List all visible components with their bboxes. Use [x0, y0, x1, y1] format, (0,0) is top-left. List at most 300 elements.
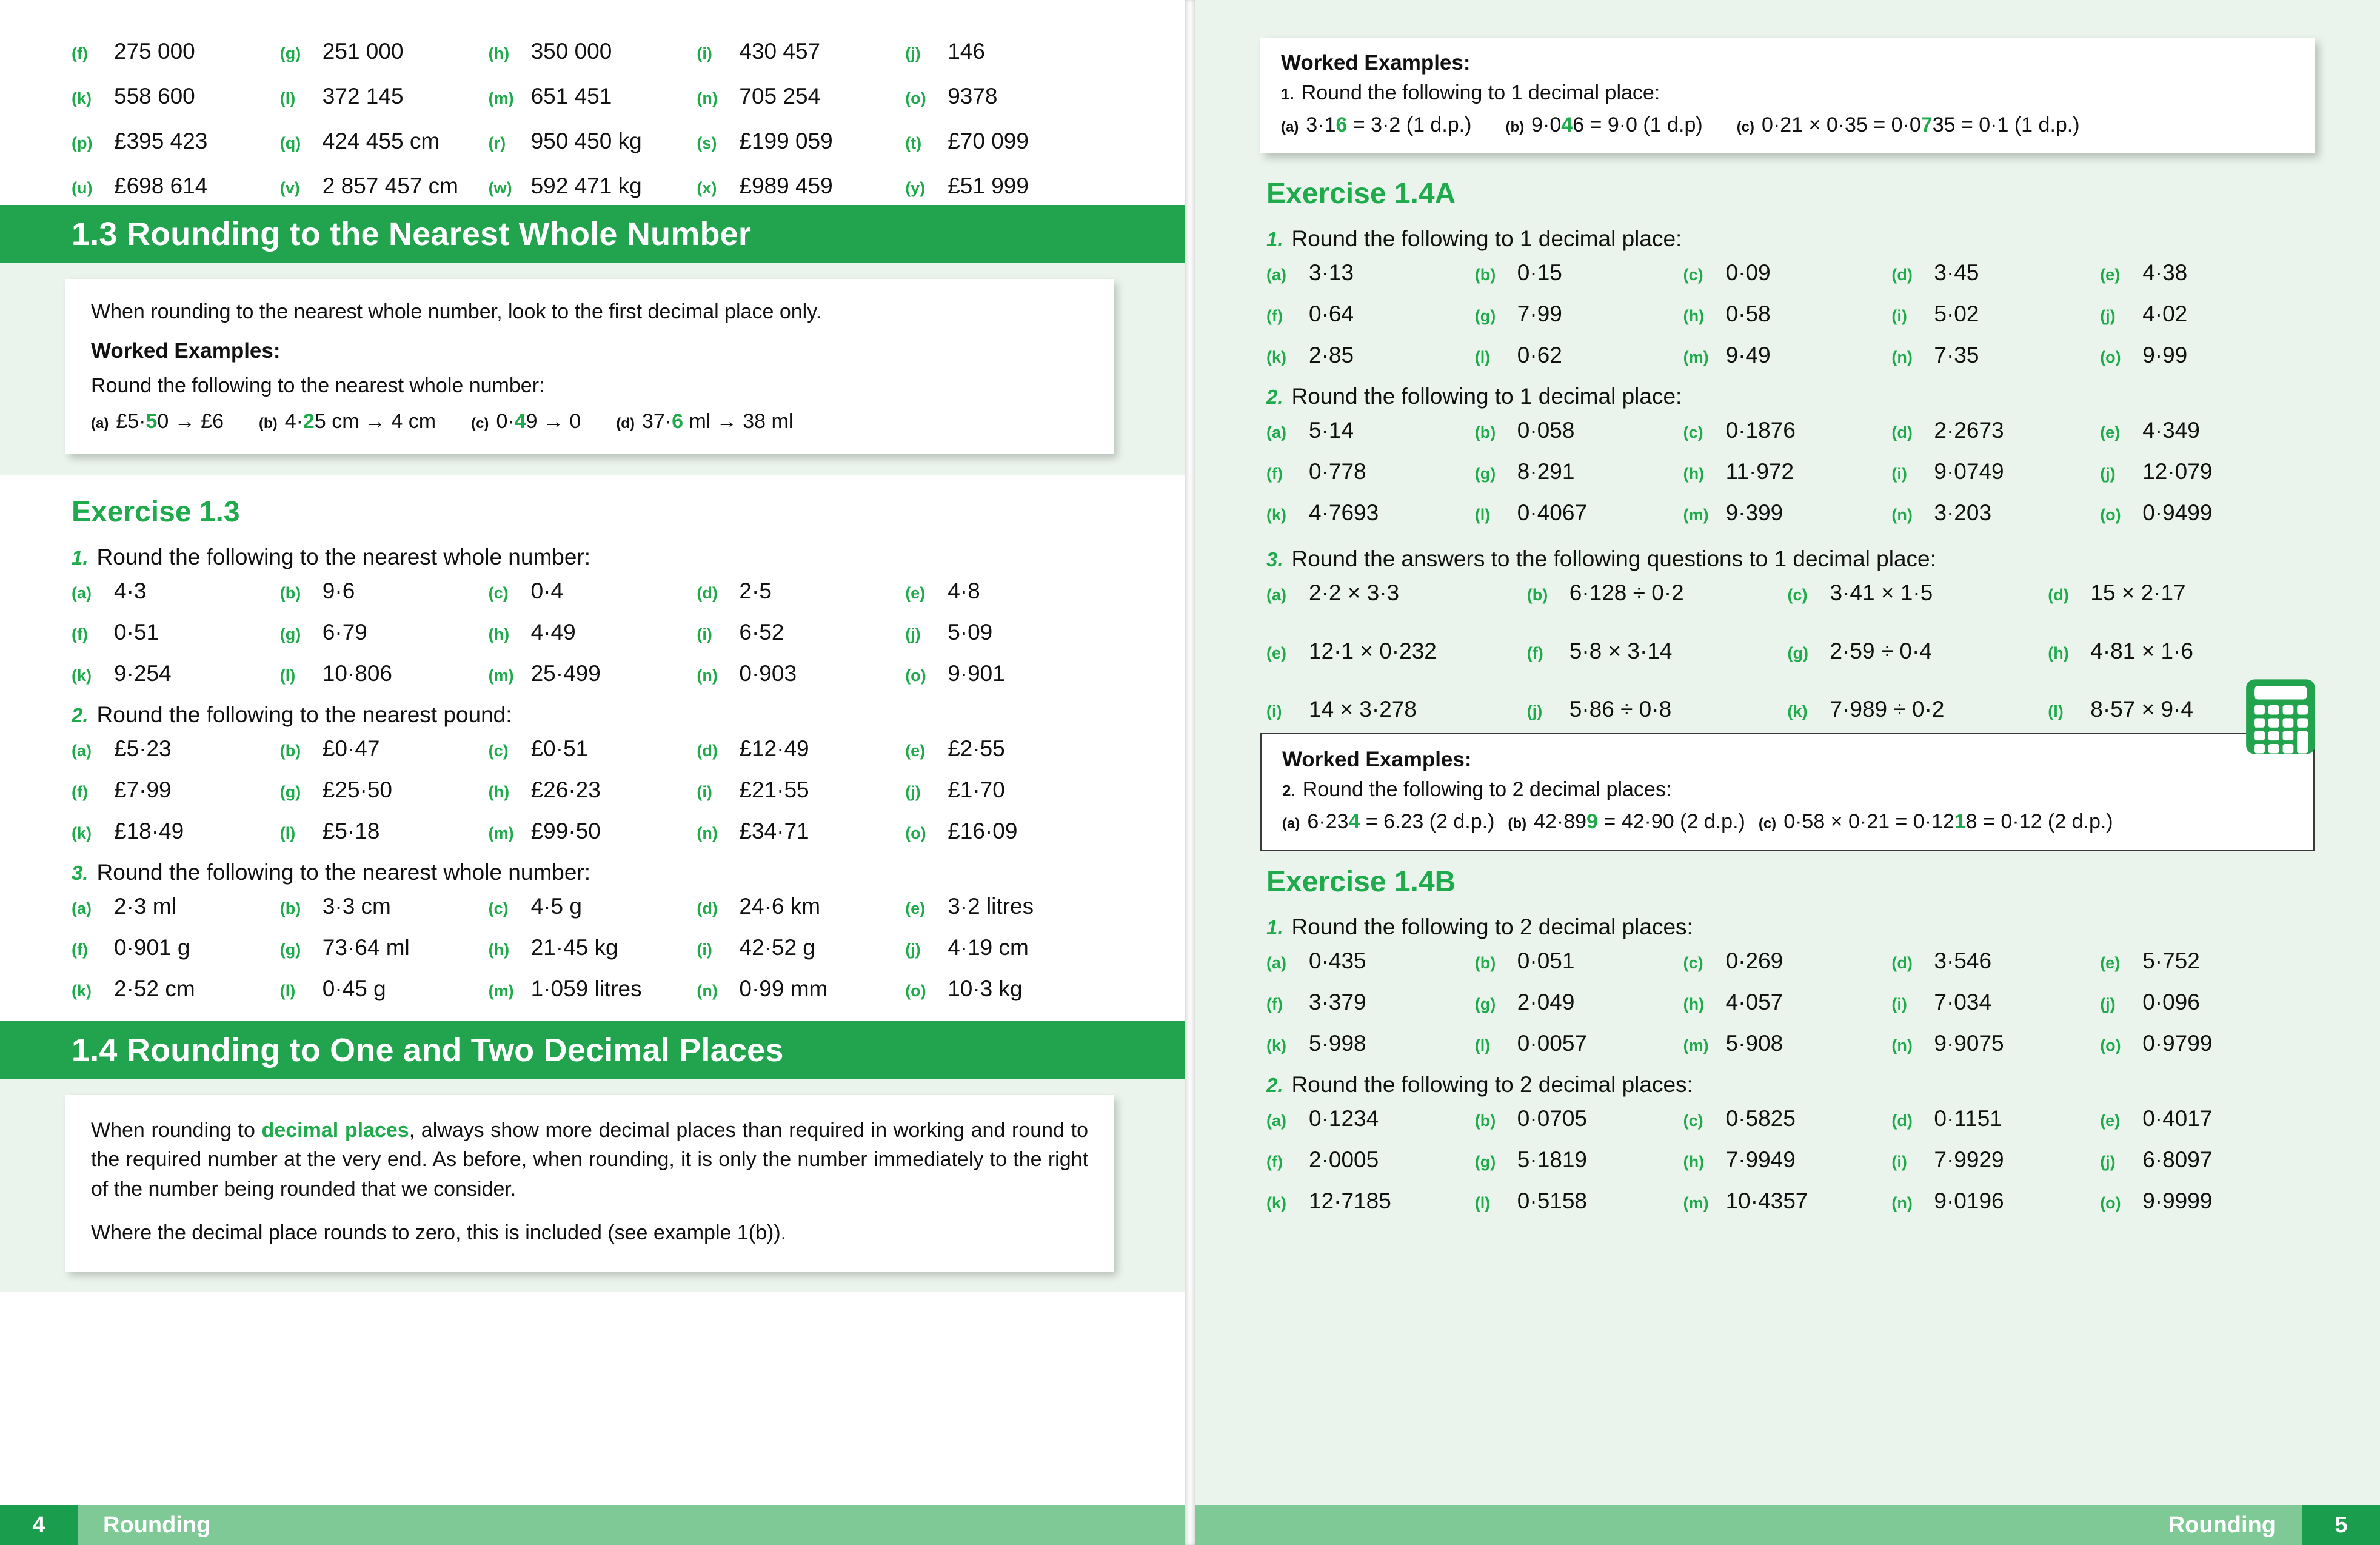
item-label: (b) — [279, 899, 301, 918]
item-label: (i) — [1266, 702, 1282, 720]
item-label: (f) — [72, 625, 88, 644]
item-label: (d) — [697, 742, 718, 760]
item-value: 372 145 — [322, 84, 404, 109]
item-label: (x) — [697, 179, 717, 197]
item-value: 0·096 — [2142, 990, 2200, 1014]
item-label: (k) — [72, 824, 92, 843]
answer-item — [1266, 260, 1475, 286]
item-value: 15 × 2·17 — [2090, 580, 2186, 605]
answer-item — [1266, 580, 1527, 606]
answer-item — [697, 84, 905, 109]
answer-item — [1683, 500, 1892, 526]
item-label: (c) — [1758, 816, 1777, 832]
worked-example-item — [1282, 810, 1494, 834]
answer-item — [1891, 990, 2100, 1015]
item-label: (k) — [1787, 702, 1808, 720]
item-label: (i) — [1891, 995, 1907, 1013]
item-value: 9·0749 — [1934, 459, 2004, 484]
answer-item — [905, 620, 1114, 645]
answer-item — [1683, 948, 1892, 974]
item-value: 0·15 — [1517, 260, 1562, 285]
answer-item — [72, 129, 280, 154]
item-value: 4·8 — [948, 578, 980, 604]
item-label: (o) — [905, 982, 926, 1000]
item-label: (h) — [488, 783, 510, 802]
worked-example-item — [1759, 810, 2113, 834]
worked-examples-heading: Worked Examples: — [1282, 748, 1472, 771]
question-prompt — [1266, 1072, 2308, 1098]
item-label: (n) — [697, 982, 718, 1000]
item-value: £199 059 — [739, 129, 833, 153]
item-label: (o) — [2100, 1036, 2121, 1054]
item-label: (g) — [1474, 995, 1496, 1013]
item-label: (l) — [1474, 1194, 1491, 1212]
item-label: (g) — [1787, 644, 1808, 662]
answer-item — [905, 129, 1114, 154]
item-value: 0·5825 — [1725, 1106, 1796, 1131]
answer-item — [2100, 1106, 2308, 1131]
item-value: 3·13 — [1309, 260, 1354, 285]
highlighted-digit: 6 — [1335, 113, 1348, 136]
answer-item — [1266, 1188, 1475, 1214]
answer-item — [72, 84, 280, 109]
item-label: (b) — [259, 415, 278, 432]
section-header-1-3 — [0, 205, 1185, 263]
item-label: (c) — [488, 899, 509, 918]
item-value: 3·3 cm — [322, 894, 391, 919]
answer-item — [72, 39, 280, 64]
item-label: (k) — [72, 666, 92, 685]
item-label: (l) — [1474, 348, 1491, 366]
item-expression: 3·16 = 3·2 (1 d.p.) — [1306, 113, 1472, 136]
question-prompt — [1266, 546, 2308, 572]
item-value: 0·903 — [739, 661, 797, 686]
item-value: £99·50 — [530, 819, 601, 844]
item-value: 0·62 — [1517, 343, 1562, 367]
item-label: (q) — [279, 134, 301, 152]
item-expression: 4·25 cm → 4 cm — [284, 410, 436, 434]
item-label: (g) — [279, 625, 301, 644]
item-label: (l) — [2048, 702, 2064, 720]
item-label: (j) — [2100, 1153, 2116, 1171]
worked-example-item — [616, 410, 793, 434]
item-value: £12·49 — [739, 736, 809, 762]
answer-item — [2100, 260, 2308, 286]
item-label: (p) — [72, 134, 93, 152]
question-text: Round the following to 2 decimal places: — [1291, 914, 1693, 939]
item-label: (j) — [2100, 995, 2116, 1013]
page-number: 5 — [2302, 1505, 2380, 1545]
item-value: 6·52 — [739, 620, 784, 645]
answer-item — [1527, 638, 1788, 664]
item-value: 5·09 — [948, 620, 993, 645]
item-label: (g) — [279, 940, 301, 959]
answer-item — [280, 84, 489, 109]
answer-item — [1891, 260, 2100, 286]
item-value: £51 999 — [948, 173, 1029, 198]
section-title: 1.4 Rounding to One and Two Decimal Places — [72, 1032, 784, 1069]
item-value: 5·8 × 3·14 — [1569, 638, 1673, 663]
item-label: (b) — [1526, 586, 1548, 604]
question-text: Round the following to 1 decimal place: — [1291, 384, 1682, 409]
answer-item — [72, 976, 280, 1002]
item-label: (c) — [1683, 266, 1703, 284]
footer-chapter-label: Rounding — [2168, 1512, 2276, 1538]
item-value: 0·5158 — [1517, 1188, 1588, 1213]
item-value: 0·45 g — [322, 976, 386, 1002]
answer-item — [1266, 1031, 1475, 1056]
item-expression: 6·234 = 6.23 (2 d.p.) — [1307, 810, 1495, 833]
highlighted-digit: 6 — [672, 410, 684, 434]
worked-example-item — [1281, 113, 1471, 137]
exercise-1-3-title: Exercise 1.3 — [72, 496, 240, 529]
item-value: 7·99 — [1517, 301, 1562, 326]
item-value: 10·3 kg — [948, 976, 1023, 1002]
item-value: 4·057 — [1725, 990, 1783, 1014]
answer-item — [1266, 1147, 1475, 1173]
answer-item — [489, 39, 697, 64]
answer-item — [1683, 1031, 1892, 1056]
item-value: 0·435 — [1309, 948, 1366, 973]
item-label: (j) — [905, 44, 921, 62]
item-label: (c) — [471, 415, 489, 432]
answer-item — [905, 736, 1114, 762]
highlighted-digit: 4 — [1348, 810, 1360, 833]
item-value: 9·9999 — [2142, 1188, 2213, 1213]
exercise-1-3-questions — [72, 545, 1114, 1002]
question-text: Round the following to the nearest whole number: — [96, 860, 591, 885]
answer-item — [280, 661, 489, 686]
info-strip-1-3 — [0, 263, 1185, 475]
answer-item — [72, 819, 280, 844]
item-label: (h) — [1683, 307, 1705, 325]
answer-item — [905, 819, 1114, 844]
info-strip-1-4 — [0, 1079, 1185, 1292]
item-value: 251 000 — [322, 39, 404, 64]
item-label: (j) — [2100, 464, 2116, 483]
item-value: 3·45 — [1934, 260, 1979, 285]
question-number: 2. — [72, 704, 89, 727]
answer-item — [905, 84, 1114, 109]
item-value: 7·35 — [1934, 343, 1979, 367]
answer-item — [697, 894, 905, 919]
item-value: £34·71 — [739, 819, 809, 844]
item-value: 5·02 — [1934, 301, 1979, 326]
question-prompt — [72, 545, 1114, 570]
worked-example-prompt-text: Round the following to 2 decimal places: — [1302, 778, 1672, 801]
item-value: 12·7185 — [1309, 1188, 1391, 1213]
item-label: (t) — [905, 134, 922, 152]
answer-item — [280, 976, 489, 1002]
answer-item — [905, 777, 1114, 803]
answer-item — [489, 84, 697, 109]
item-value: 7·9949 — [1725, 1147, 1796, 1172]
item-value: 0·9499 — [2142, 500, 2213, 525]
worked-example-number: 2. — [1282, 782, 1295, 800]
question-number: 2. — [1266, 1074, 1283, 1096]
item-label: (o) — [2100, 1194, 2121, 1212]
answer-item — [1266, 638, 1527, 664]
item-label: (f) — [72, 940, 88, 959]
item-value: £70 099 — [948, 129, 1029, 153]
item-value: 7·989 ÷ 0·2 — [1830, 697, 1945, 722]
answer-item — [905, 39, 1114, 64]
item-value: 10·806 — [322, 661, 393, 686]
item-label: (b) — [1474, 1111, 1496, 1130]
section-header-1-4 — [0, 1021, 1185, 1079]
answer-item — [1475, 990, 1683, 1015]
item-value: 0·269 — [1725, 948, 1783, 973]
answer-grid — [1266, 260, 2308, 368]
item-value: 592 471 kg — [530, 173, 642, 198]
decimal-places-highlight: decimal places — [261, 1119, 409, 1142]
answer-grid — [72, 894, 1114, 1002]
highlighted-digit: 4 — [514, 410, 526, 434]
answer-item — [1527, 580, 1788, 606]
item-label: (b) — [1505, 119, 1525, 135]
answer-grid — [1266, 1106, 2308, 1214]
answer-item — [280, 935, 489, 960]
item-label: (b) — [1474, 266, 1496, 284]
answer-item — [1891, 1106, 2100, 1131]
item-value: 10·4357 — [1725, 1188, 1808, 1213]
item-value: 0·9799 — [2142, 1031, 2213, 1056]
answer-item — [1891, 301, 2100, 327]
item-label: (d) — [1891, 1111, 1913, 1130]
answer-item — [280, 620, 489, 645]
worked-examples-row-1-3 — [91, 410, 1088, 434]
worked-example-item — [1508, 810, 1745, 834]
item-value: £5·23 — [114, 736, 172, 762]
left-page — [0, 0, 1185, 1545]
item-value: 3·203 — [1934, 500, 1992, 525]
item-label: (j) — [905, 940, 921, 959]
item-label: (m) — [488, 666, 514, 685]
item-label: (o) — [905, 824, 926, 843]
item-expression: 9·046 = 9·0 (1 d.p) — [1531, 113, 1703, 136]
answer-item — [280, 173, 489, 199]
answer-item — [2100, 1188, 2308, 1214]
item-value: 0·1151 — [1934, 1106, 2002, 1131]
question-prompt — [1266, 384, 2308, 409]
item-label: (m) — [1683, 1036, 1709, 1054]
answer-item — [1683, 1106, 1892, 1131]
answer-item — [489, 578, 697, 604]
answer-item — [72, 578, 280, 604]
question-number: 2. — [1266, 386, 1283, 408]
item-label: (a) — [1266, 586, 1286, 604]
item-value: 12·079 — [2142, 459, 2213, 484]
item-label: (j) — [905, 783, 921, 802]
item-label: (d) — [2048, 586, 2069, 604]
item-label: (e) — [905, 742, 926, 760]
answer-item — [72, 935, 280, 960]
item-value: 0·778 — [1309, 459, 1366, 484]
item-label: (h) — [1683, 995, 1705, 1013]
answer-item — [1475, 1147, 1683, 1173]
right-page — [1195, 0, 2380, 1545]
item-value: 3·2 litres — [948, 894, 1034, 919]
item-label: (l) — [279, 666, 296, 685]
item-label: (j) — [2100, 307, 2116, 325]
item-label: (f) — [1266, 995, 1283, 1013]
item-value: £0·47 — [322, 736, 380, 762]
item-expression: 42·899 = 42·90 (2 d.p.) — [1534, 810, 1745, 833]
item-value: 2·2673 — [1934, 418, 2004, 443]
answer-item — [697, 935, 905, 960]
item-label: (b) — [279, 742, 301, 760]
item-label: (c) — [488, 742, 509, 760]
item-label: (k) — [1266, 348, 1286, 366]
item-value: 12·1 × 0·232 — [1309, 638, 1437, 663]
answer-item — [1475, 1106, 1683, 1131]
item-value: 5·86 ÷ 0·8 — [1569, 697, 1672, 722]
worked-examples-box-top — [1260, 38, 2315, 153]
answer-item — [2100, 301, 2308, 327]
question-number: 1. — [1266, 228, 1283, 250]
answer-grid — [1266, 948, 2308, 1056]
item-value: 950 450 kg — [530, 129, 642, 153]
worked-examples-heading-1-3: Worked Examples: — [91, 339, 281, 363]
item-value: £989 459 — [739, 173, 833, 198]
item-label: (m) — [1683, 506, 1709, 524]
worked-example-item — [471, 410, 581, 434]
item-label: (a) — [1282, 816, 1300, 832]
answer-item — [2100, 459, 2308, 484]
item-value: £0·51 — [530, 736, 589, 762]
answer-item — [2100, 500, 2308, 526]
item-value: 9·6 — [322, 578, 355, 604]
item-value: 6·128 ÷ 0·2 — [1569, 580, 1684, 605]
question-text: Round the following to 2 decimal places: — [1291, 1072, 1693, 1097]
answer-item — [1891, 1147, 2100, 1173]
item-label: (n) — [1891, 348, 1913, 366]
item-value: 0·99 mm — [739, 976, 828, 1002]
answer-item — [280, 736, 489, 762]
page-number: 4 — [0, 1505, 78, 1545]
exercise-1-4a-questions — [1266, 226, 2308, 526]
item-value: 4·81 × 1·6 — [2090, 638, 2193, 663]
answer-item — [2100, 418, 2308, 443]
item-label: (k) — [1266, 1036, 1286, 1054]
item-label: (j) — [1526, 702, 1543, 720]
item-label: (h) — [1683, 464, 1705, 483]
item-expression: 0·21 × 0·35 = 0·0735 = 0·1 (1 d.p.) — [1762, 113, 2080, 136]
item-label: (n) — [697, 666, 718, 685]
answer-grid — [72, 736, 1114, 844]
item-label: (a) — [1266, 1111, 1286, 1130]
answer-item — [1683, 301, 1892, 327]
answer-item — [1891, 1188, 2100, 1214]
item-value: 73·64 ml — [322, 935, 410, 960]
item-label: (g) — [279, 44, 301, 62]
question-prompt — [72, 860, 1114, 885]
item-label: (j) — [905, 625, 921, 644]
answer-item — [2100, 1147, 2308, 1173]
item-label: (i) — [1891, 1153, 1907, 1171]
answer-item — [1683, 1147, 1892, 1173]
item-label: (g) — [1474, 464, 1496, 483]
item-label: (y) — [905, 179, 926, 197]
item-value: 5·998 — [1309, 1031, 1366, 1056]
item-label: (h) — [488, 625, 510, 644]
item-label: (s) — [697, 134, 717, 152]
answer-item — [697, 39, 905, 64]
item-label: (e) — [2100, 266, 2121, 284]
exercise-1-4a-block — [1195, 153, 2380, 722]
item-value: 3·379 — [1309, 990, 1366, 1014]
item-label: (a) — [1266, 423, 1286, 441]
worked-prompt-1-3: Round the following to the nearest whole number: — [91, 374, 545, 397]
answer-item — [697, 819, 905, 844]
item-label: (e) — [1266, 644, 1286, 662]
question — [72, 545, 1114, 686]
item-label: (w) — [488, 179, 512, 197]
item-label: (f) — [72, 44, 88, 62]
exercise-1-4b-questions — [1266, 914, 2308, 1214]
item-value: 8·57 × 9·4 — [2090, 697, 2193, 722]
answer-item — [280, 129, 489, 154]
item-label: (f) — [1526, 644, 1543, 662]
item-value: 6·8097 — [2142, 1147, 2213, 1172]
answer-item — [1266, 990, 1475, 1015]
question-text: Round the answers to the following questions to 1 decimal place: — [1291, 546, 1936, 571]
worked-example-item — [1737, 113, 2080, 137]
item-value: £25·50 — [322, 777, 393, 803]
item-value: 9·254 — [114, 661, 172, 686]
item-value: 0·051 — [1517, 948, 1575, 973]
item-expression: £5·50 → £6 — [116, 410, 224, 434]
answer-item — [1266, 343, 1475, 368]
info-para-2-1-4: Where the decimal place rounds to zero, this is included (see example 1(b)). — [91, 1221, 787, 1245]
item-label: (i) — [697, 44, 712, 62]
item-label: (d) — [697, 899, 718, 918]
item-value: £16·09 — [948, 819, 1018, 844]
item-value: 42·52 g — [739, 935, 815, 960]
question — [72, 702, 1114, 844]
answer-item — [489, 777, 697, 803]
item-value: 2·52 cm — [114, 976, 195, 1002]
item-value: 3·546 — [1934, 948, 1992, 973]
item-value: £18·49 — [114, 819, 184, 844]
item-label: (n) — [1891, 506, 1913, 524]
item-value: 4·02 — [2142, 301, 2188, 326]
item-value: 0·4067 — [1517, 500, 1588, 525]
item-label: (o) — [905, 89, 926, 107]
answer-item — [1475, 301, 1683, 327]
item-value: 2·59 ÷ 0·4 — [1830, 638, 1932, 663]
answer-item — [1683, 459, 1892, 484]
item-label: (a) — [91, 415, 109, 432]
answer-item — [1891, 948, 2100, 974]
item-value: 2·0005 — [1309, 1147, 1379, 1172]
answer-item — [1475, 418, 1683, 443]
answer-item — [905, 578, 1114, 604]
item-value: 0·0057 — [1517, 1031, 1588, 1056]
answer-item — [2048, 638, 2308, 664]
highlighted-digit: 9 — [1586, 810, 1598, 833]
answer-item — [1788, 638, 2048, 664]
answer-item — [72, 173, 280, 199]
item-value: 6·79 — [322, 620, 367, 645]
info-para-1-4 — [91, 1116, 1088, 1204]
item-value: 4·5 g — [530, 894, 582, 919]
item-value: 2·5 — [739, 578, 772, 604]
info-intro-1-3: When rounding to the nearest whole number, look to the first decimal place only. — [91, 300, 822, 323]
answer-item — [1891, 500, 2100, 526]
item-value: 3·41 × 1·5 — [1830, 580, 1933, 605]
answer-item — [72, 620, 280, 645]
